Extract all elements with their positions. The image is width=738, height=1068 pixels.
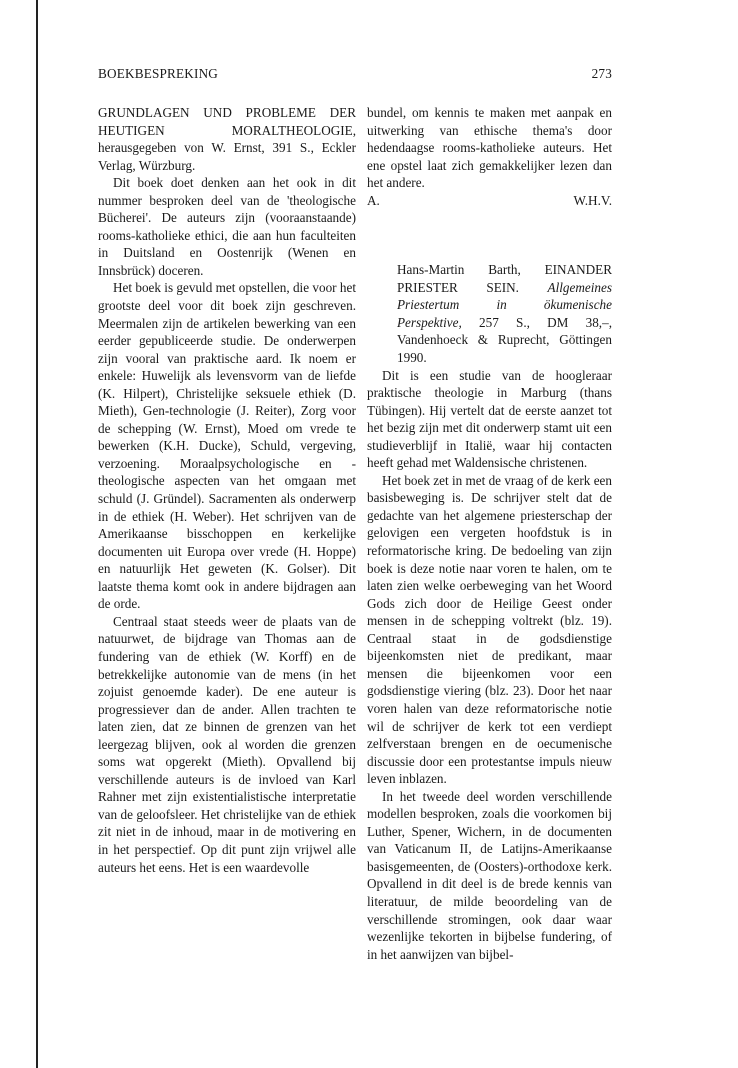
review1-paragraph-2: Het boek is gevuld met opstellen, die voor het grootste deel voor dit boek zijn geschreven. Meermalen zijn de artikelen bewerking van een eerder gepubliceerde studie. De onderwerpen zijn vooral van praktische aard. Ik noem er enkele: Huwelijk als levensvorm van de liefde (K. Hilpert), Christelijke seksuele ethiek (D. Mieth), Gen-technologie (J. Reiter), Zorg voor de schepping (W. Ernst), Moed om vrede te bewerken (K.H. Ducke), Schuld, vergeving, verzoening. Moraalpsychologische en -theologische aspecten van het omgaan met schuld (J. Gründel). Sacramenten als onderwerp in de ethiek (H. Weber). Het schrijven van de Amerikaanse bisschoppen en kerkelijke documenten uit Europa over vrede (H. Hoppe) en natuurlijk Het geweten (K. Golser). Dit laatste thema komt ook in andere bijdragen aan de orde. [98,280,356,612]
review1-paragraph-3: Centraal staat steeds weer de plaats van de natuurwet, de bijdrage van Thomas aan de fundering van de ethiek (W. Korff) en de betrekkelijke autonomie van de mens (in het zojuist genoemde kader). De ene auteur is progressiever dan de ander. Allen trachten te laten zien, dat ze binnen de grenzen van het leergezag blijven, ook al worden die grenzen soms wat opgerekt (Mieth). Opvallend bij verschillende auteurs is de invloed van Karl Rahner met zijn existentialistische interpretatie van de geloofsleer. Het christelijke van de ethiek zit niet in de inhoud, maar in de motivering en in het perspectief. Op dit punt zijn vrijwel alle auteurs het eens. Het is een waardevolle [98,613,356,875]
scan-edge-line [36,0,38,1068]
right-column [367,104,612,963]
page-number: 273 [591,66,612,81]
review1-paragraph-1: Dit boek doet denken aan het ook in dit nummer besproken deel van de 'theologische Bücherei'. De auteurs zijn (vooraanstaande) rooms-katholieke ethici, die aan hun faculteiten in Duitsland en Oostenrijk (Wenen en Innsbrück) doceren. [98,175,356,278]
section-title: BOEKBESPREKING [98,66,219,81]
review2-paragraph-1: Dit is een studie van de hoogleraar praktische theologie in Marburg (thans Tübingen). Hij vertelt dat de eerste aanzet tot het bezig zijn met dit onderwerp stamt uit een studieverblijf in Italië, waar hij contacten heeft gehad met Waldensische christenen. [367,367,612,471]
review2-subtitle: Allgemeines Priestertum in ökumenische Perspektive, [397,279,612,330]
review1-heading: GRUNDLAGEN UND PROBLEME DER HEUTIGEN MORALTHEOLOGIE, herausgegeben von W. Ernst, 391 S., Eckler Verlag, Würzburg. [98,105,356,173]
review2-author-title: Hans-Martin Barth, EINANDER PRIESTER SEIN. [397,262,612,295]
review2-paragraph-2: Het boek zet in met de vraag of de kerk een basisbeweging is. De schrijver stelt dat de gedachte van het algemene priesterschap der gelovigen een vergeten hoofdstuk is in reformatorische kring. De bedoeling van zijn boek is deze notie naar voren te halen, om te laten zien welke oerbeweging van het Woord Gods zich door de Heilige Geest onder mensen in de schepping voltrekt (blz. 19). Centraal staat in de godsdienstige bijeenkomsten niet de predikant, maar mensen die bijeenkomen voor een godsdienstige viering (blz. 23). Door het naar voren halen van deze reformatorische notie wil de schrijver de kerk tot een verdiept zelfverstaan brengen en de oecumenische discussie door een protestantse impuls nieuw leven inblazen. [367,472,612,787]
review1-signoff [367,192,612,210]
running-head [98,66,612,84]
review1-continuation: bundel, om kennis te maken met aanpak en uitwerking van ethische thema's door hedendaagse rooms-katholieke auteurs. Het ene opstel laat zich gemakkelijker lezen dan het andere. [367,105,612,191]
signoff-place: A. [367,192,380,208]
review2-heading [397,261,612,366]
review2-paragraph-3: In het tweede deel worden verschillende modellen besproken, zoals die voorkomen bij Luther, Spener, Wichern, in de documenten van Vaticanum II, de Latijns-Amerikaanse basisgemeenten, de (Oosters)-orthodoxe kerk. Opvallend in dit deel is de brede kennis van literatuur, de milde beoordeling van de verschillende stromingen, ook daar waar wezenlijke tekorten in bijbelse fundering, of in het aanwijzen van bijbel- [367,788,612,962]
signoff-initials: W.H.V. [573,192,612,208]
left-column [98,104,356,876]
review2-details: 257 S., DM 38,–, Vandenhoeck & Ruprecht, Göttingen 1990. [397,314,612,366]
